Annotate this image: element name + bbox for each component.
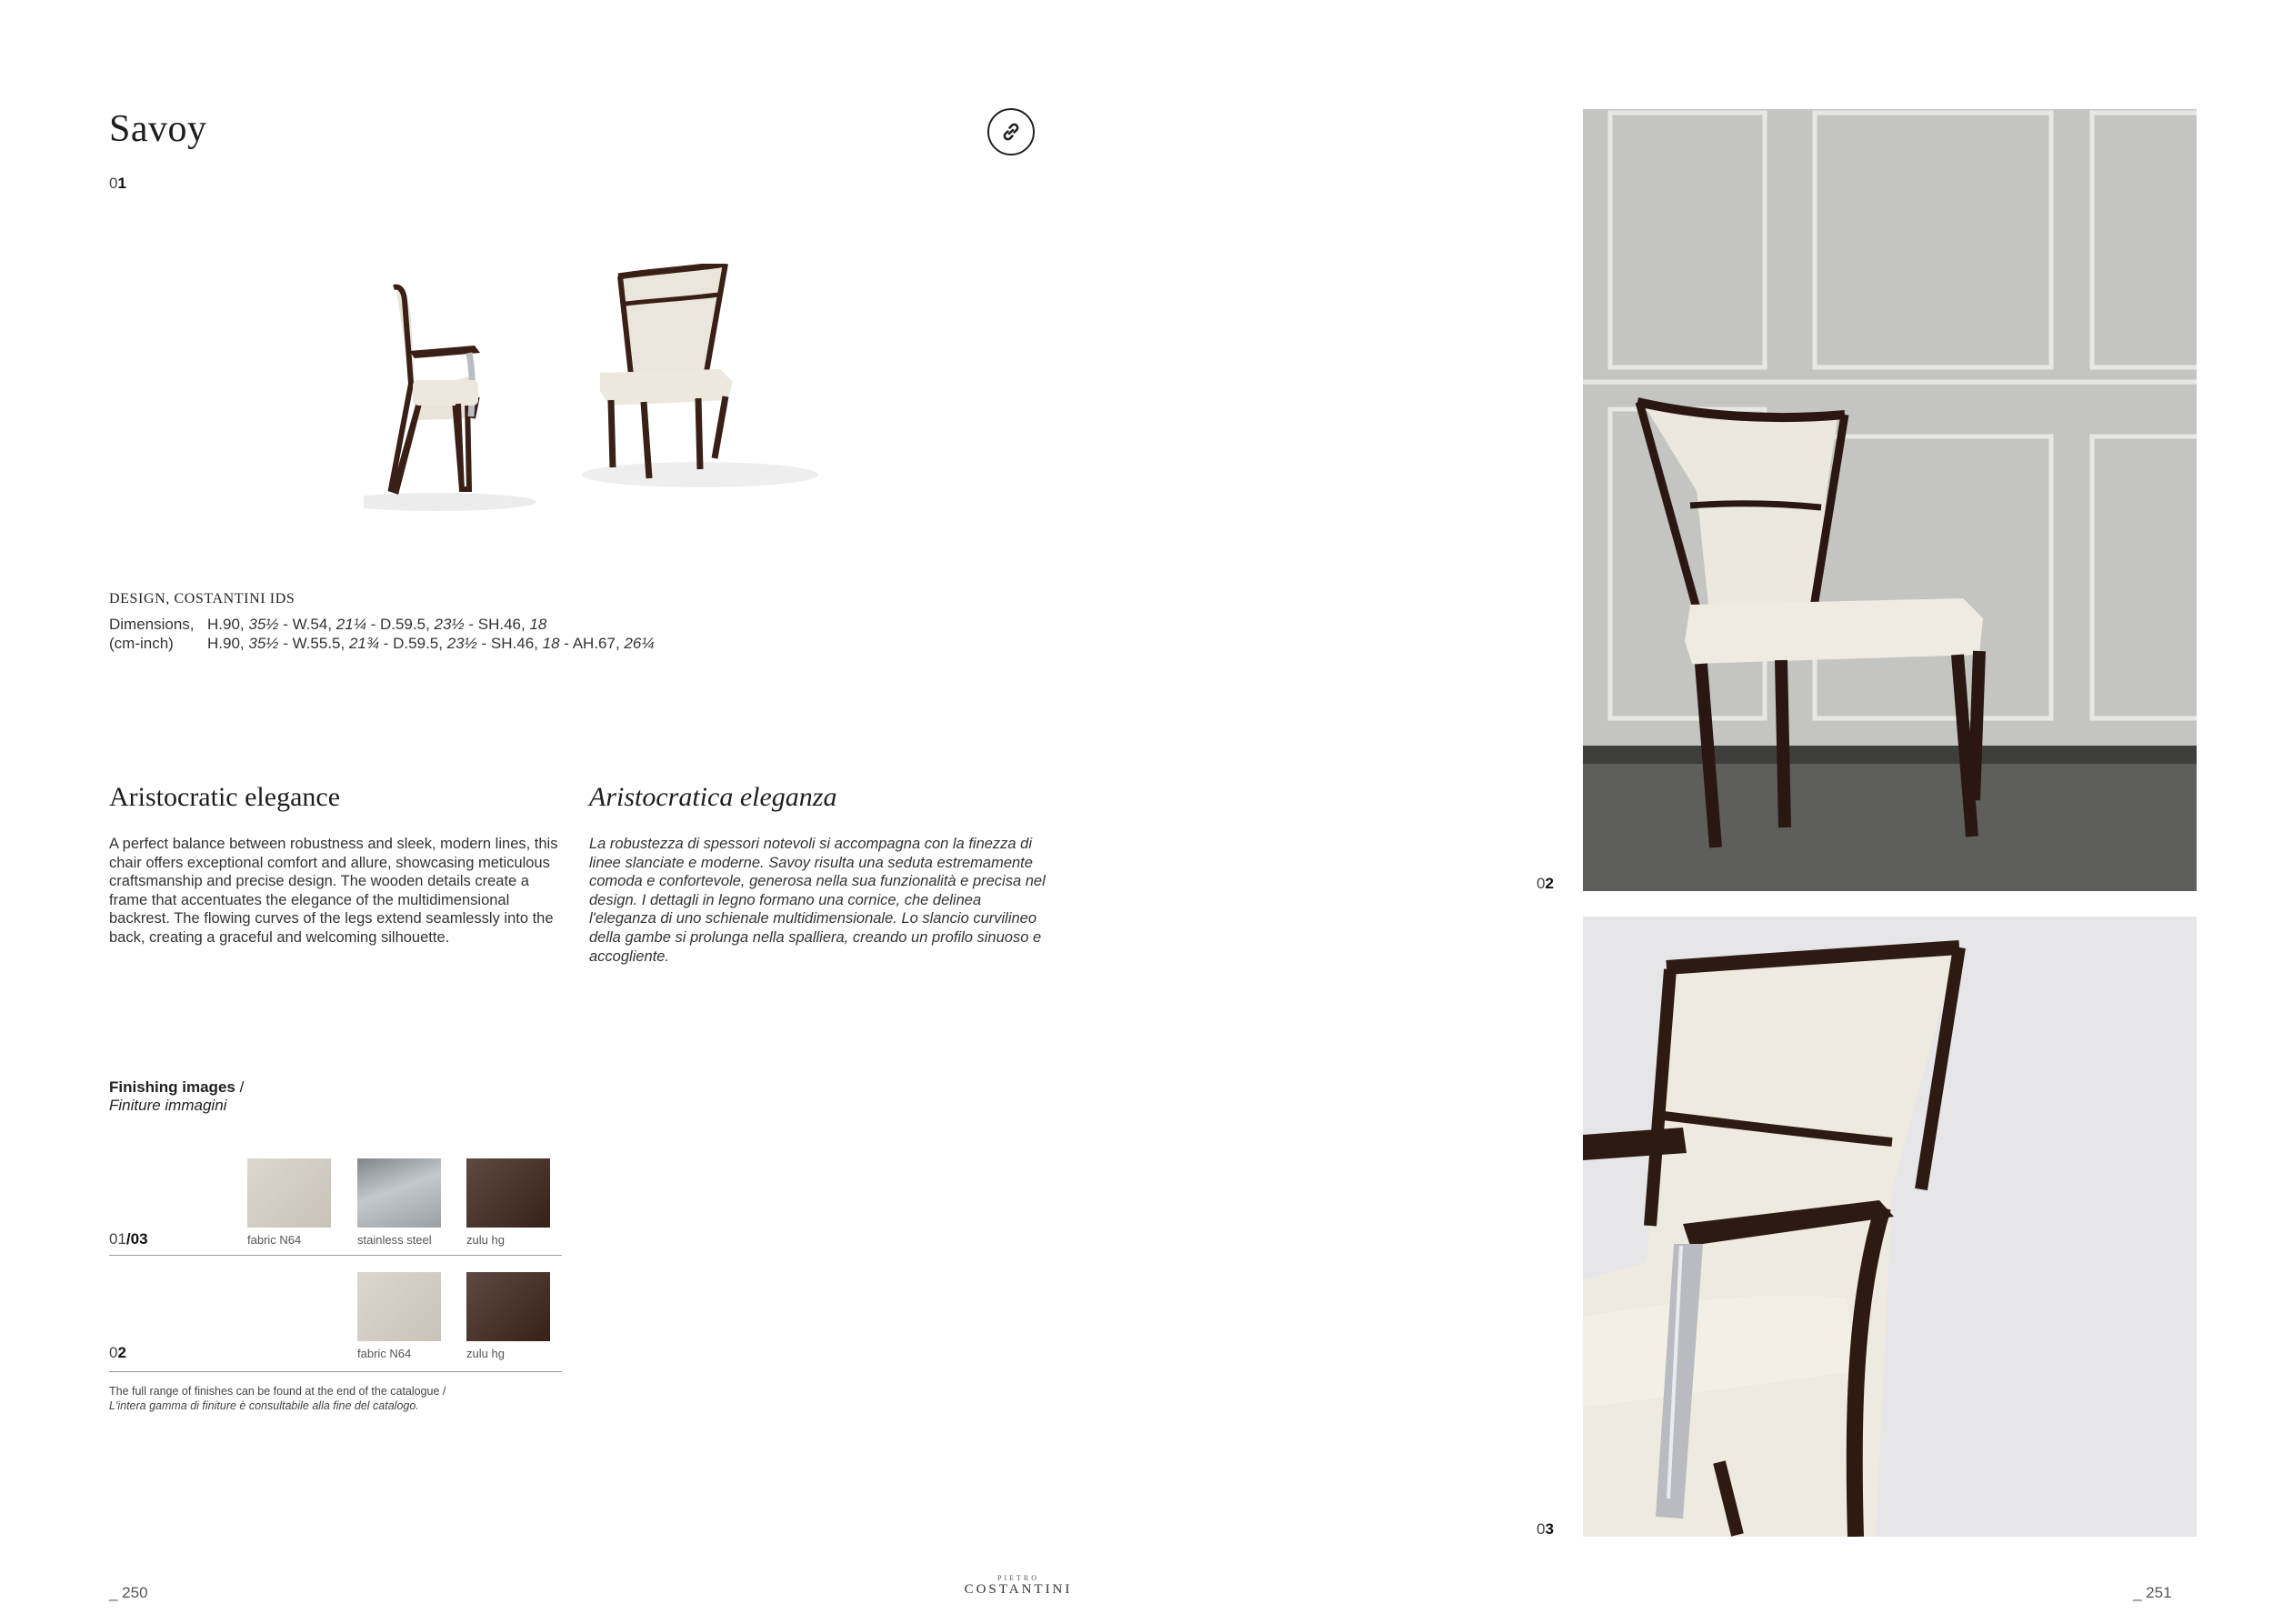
link-button[interactable] <box>987 108 1035 155</box>
chair-product-shots <box>364 264 836 527</box>
description-it: La robustezza di spessori notevoli si accompagna con la finezza di linee slanciate e moderne. Savoy risulta una seduta estremamente comoda e confortevole, generosa nella sua funzionalità e precisa nel design. I dettagli in legno formano una cornice, che delinea l'eleganza di uno schienale multidimensionale. Lo slancio curvilineo della gambe si prolunga nella spalliera, creando un profilo sinuoso e accogliente. <box>589 836 1046 965</box>
heading-en: Aristocratic elegance <box>109 782 341 812</box>
finishing-heading: Finishing images / Finiture immagini <box>109 1078 245 1114</box>
armchair-detail-illustration <box>1583 917 2197 1537</box>
finishes-note: The full range of finishes can be found at the end of the catalogue / L'intera gamma di finiture è consultabile alla fine del catalogo. <box>109 1385 446 1412</box>
swatch-fabric-n64 <box>247 1158 331 1228</box>
swatch-label: stainless steel <box>357 1233 432 1247</box>
finishing-row-label: 01/03 <box>109 1230 148 1248</box>
swatch-stainless-steel <box>357 1158 441 1228</box>
swatch-zulu-hg <box>466 1158 550 1228</box>
finishing-row-label: 02 <box>109 1344 126 1361</box>
page-number-right: _ 251 <box>2133 1584 2172 1601</box>
armchair-side-view <box>364 287 536 511</box>
dimensions-block <box>109 615 655 653</box>
photo-side-chair-interior <box>1583 109 2197 891</box>
dimensions-row-1: Dimensions, H.90, 35½ - W.54, 21¼ - D.59.5, 23½ - SH.46, 18 <box>109 616 547 633</box>
swatch-fabric-n64 <box>357 1272 441 1341</box>
swatch-label: zulu hg <box>466 1233 505 1247</box>
swatch-zulu-hg <box>466 1272 550 1341</box>
swatch-label: zulu hg <box>466 1347 505 1360</box>
swatch-label: fabric N64 <box>357 1347 412 1360</box>
heading-it: Aristocratica eleganza <box>589 782 837 812</box>
divider <box>109 1371 562 1372</box>
swatch-label: fabric N64 <box>247 1233 302 1247</box>
designer-credit: DESIGN, COSTANTINI IDS <box>109 591 295 606</box>
side-chair-room-illustration <box>1583 109 2197 891</box>
brand-logo: PIETRO COSTANTINI <box>964 1574 1073 1597</box>
divider <box>109 1255 562 1256</box>
description-en: A perfect balance between robustness and sleek, modern lines, this chair offers exceptional comfort and allure, showcasing meticulous craftsmanship and precise design. The wooden details create a frame that accentuates the elegance of the multidimensional backrest. The flowing curves of the legs extend seamlessly into the back, creating a graceful and welcoming silhouette. <box>109 836 558 946</box>
side-chair-front-view <box>582 264 818 487</box>
dimensions-row-2: (cm-inch) H.90, 35½ - W.55.5, 21¾ - D.59.5, 23½ - SH.46, 18 - AH.67, 26¼ <box>109 635 655 652</box>
photo-armchair-detail <box>1583 917 2197 1537</box>
link-icon <box>997 118 1025 145</box>
photo-index-3: 03 <box>1537 1520 1554 1538</box>
photo-index-2: 02 <box>1537 875 1554 892</box>
product-index: 01 <box>109 175 126 192</box>
product-title: Savoy <box>109 108 207 150</box>
page-number-left: _ 250 <box>109 1584 148 1601</box>
